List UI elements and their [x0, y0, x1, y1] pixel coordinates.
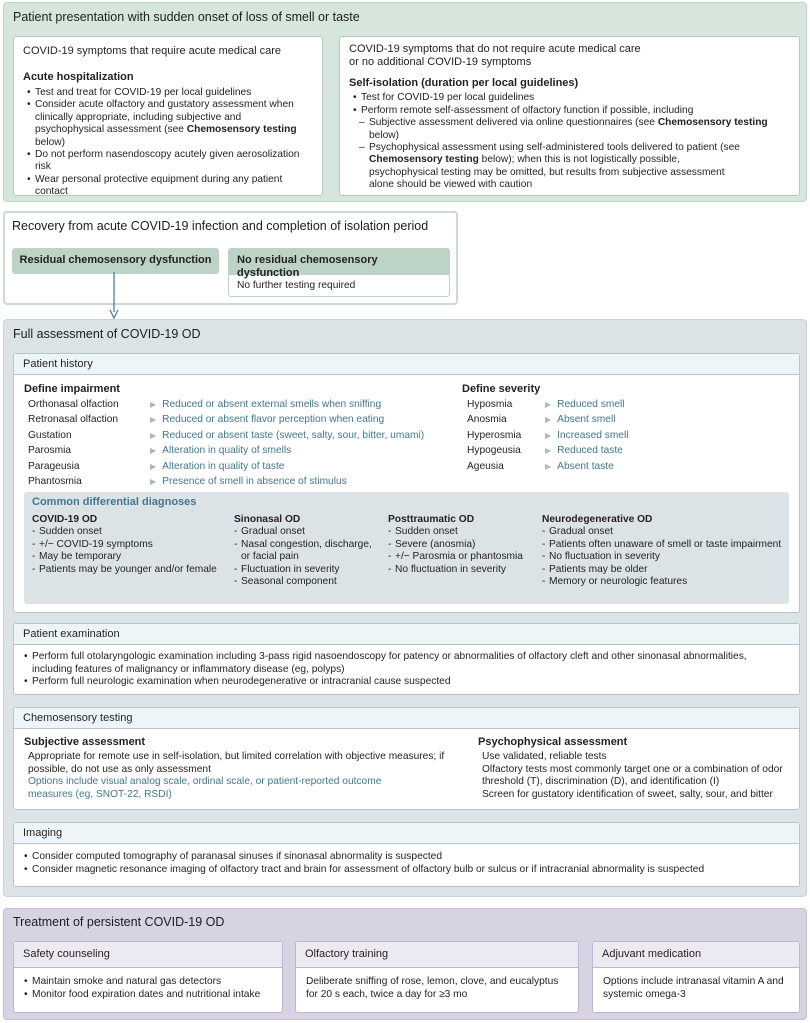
arrow-down-icon [108, 272, 120, 320]
impairment-term: Phantosmia [28, 476, 82, 488]
impairment-definition-text: Presence of smell in absence of stimulus [162, 476, 347, 488]
differential-list [542, 526, 782, 588]
differential-column [388, 514, 533, 576]
list-item: - Severe (anosmia) [388, 539, 533, 551]
severity-definition [539, 445, 667, 457]
imaging-box [13, 822, 800, 887]
list-item: - No fluctuation in severity [542, 551, 782, 563]
arrow-right-icon: ▶ [150, 415, 157, 425]
recovery-section [3, 211, 458, 305]
patient-history-box [13, 353, 800, 613]
list-item: - Gradual onset [542, 526, 782, 538]
severity-table [467, 399, 667, 473]
adjuvant-medication-box [592, 941, 800, 1013]
full-assessment-section [3, 319, 807, 897]
treatment-title: Treatment of persistent COVID-19 OD [13, 915, 225, 929]
severity-definition-text: Reduced smell [557, 399, 625, 410]
list-item: - Patients often unaware of smell or taste impairment [542, 539, 782, 551]
differential-column [32, 514, 222, 576]
list-item: • Monitor food expiration dates and nutritional intake [24, 989, 273, 1001]
arrow-right-icon: ▶ [545, 400, 552, 409]
list-item: • Test for COVID-19 per local guidelines [353, 92, 790, 104]
no-acute-care-header: COVID-19 symptoms that do not require acute medical care or no additional COVID-19 symptoms [349, 43, 641, 69]
presentation-title: Patient presentation with sudden onset of loss of smell or taste [13, 10, 360, 24]
chemosensory-testing-header: Chemosensory testing [14, 708, 799, 729]
psychophysical-assessment-title: Psychophysical assessment [478, 736, 628, 748]
list-item: - Patients may be older [542, 564, 782, 576]
list-item: - Sudden onset [32, 526, 222, 538]
severity-definition [539, 414, 667, 426]
impairment-term: Parageusia [28, 460, 80, 472]
impairment-definition-text: Alteration in quality of taste [162, 460, 285, 472]
list-item: - Seasonal component [234, 576, 379, 588]
subjective-assessment-title: Subjective assessment [24, 736, 146, 748]
presentation-section [3, 2, 807, 202]
severity-term: Hyperosmia [467, 429, 522, 441]
arrow-right-icon: ▶ [150, 477, 157, 487]
olfactory-training-text: Deliberate sniffing of rose, lemon, clove, and eucalyptus for 20 s each, twice a day for ≥3 mo [306, 976, 559, 1000]
list-item: - May be temporary [32, 551, 222, 563]
severity-term: Hyposmia [467, 399, 513, 410]
differential-list [234, 526, 379, 588]
patient-examination-box [13, 623, 800, 695]
list-item: • Perform full otolaryngologic examination including 3-pass rigid nasoendoscopy for patency or abnormalities of olfactory cleft and other sinonasal abnormalities, including features of malignancy or inflammatory disease (eg, polyps) [24, 651, 790, 676]
differential-title: COVID-19 OD [32, 514, 98, 525]
list-item: • Consider acute olfactory and gustatory assessment when clinically appropriate, including subjective and psychophysical assessment (see Chemosensory testing below) [27, 99, 313, 149]
severity-term: Ageusia [467, 460, 504, 472]
subjective-assessment-text: Appropriate for remote use in self-isolation, but limited correlation with objective measures; if possible, do not use as only assessment [28, 751, 445, 775]
arrow-right-icon: ▶ [150, 400, 157, 409]
no-residual-header: No residual chemosensory dysfunction [229, 249, 449, 275]
impairment-term: Gustation [28, 429, 72, 441]
list-item: • Perform remote self-assessment of olfactory function if possible, including [353, 105, 790, 117]
arrow-right-icon: ▶ [545, 461, 552, 471]
list-item: • Maintain smoke and natural gas detectors [24, 976, 273, 988]
list-item: - No fluctuation in severity [388, 564, 533, 576]
patient-examination-header: Patient examination [14, 624, 799, 645]
psychophysical-item: Use validated, reliable tests [482, 751, 607, 763]
severity-term: Hypogeusia [467, 445, 521, 457]
differential-column [234, 514, 379, 589]
self-isolation-title: Self-isolation (duration per local guidelines) [349, 76, 579, 89]
list-item: - Fluctuation in severity [234, 564, 379, 576]
list-item: - Patients may be younger and/or female [32, 564, 222, 576]
subjective-options: Options include visual analog scale, ordinal scale, or patient-reported outcome measures (eg, SNOT-22, RSDI) [28, 776, 382, 800]
severity-term: Anosmia [467, 414, 507, 426]
differential-list [388, 526, 533, 576]
olfactory-training-box [295, 941, 579, 1013]
differential-title: Neurodegenerative OD [542, 514, 653, 525]
safety-counseling-box [13, 941, 283, 1013]
residual-dysfunction-pill: Residual chemosensory dysfunction [12, 248, 219, 274]
chemosensory-testing-box [13, 707, 800, 810]
list-item: • Do not perform nasendoscopy acutely given aerosolization risk [27, 149, 313, 174]
acute-care-header: COVID-19 symptoms that require acute medical care [23, 45, 281, 57]
impairment-definition-text: Reduced or absent flavor perception when eating [162, 414, 385, 426]
differential-title: Sinonasal OD [234, 514, 301, 525]
severity-definition-text: Absent smell [557, 414, 616, 426]
acute-care-box [13, 36, 323, 196]
imaging-header: Imaging [14, 823, 799, 844]
list-item: - +/− COVID-19 symptoms [32, 539, 222, 551]
list-item: – Subjective assessment delivered via online questionnaires (see Chemosensory testing below) [353, 117, 790, 142]
safety-counseling-header: Safety counseling [14, 942, 282, 968]
list-item: – Psychophysical assessment using self-administered tools delivered to patient (see Chemosensory testing below); when this is not logistically possible, psychophysical testing may be omitted, but results from subjective assessment alone should be viewed with caution [353, 142, 790, 192]
severity-definition [539, 430, 667, 442]
impairment-term: Parosmia [28, 445, 72, 457]
arrow-right-icon: ▶ [150, 446, 157, 456]
list-item: • Consider magnetic resonance imaging of olfactory tract and brain for assessment of olfactory bulb or sulcus or if intracranial abnormality is suspected [24, 864, 790, 876]
differential-diagnoses-panel [24, 492, 789, 604]
impairment-definition [144, 445, 448, 457]
list-item: • Test and treat for COVID-19 per local guidelines [27, 87, 313, 99]
list-item: - +/− Parosmia or phantosmia [388, 551, 533, 563]
impairment-term: Retronasal olfaction [28, 414, 119, 426]
no-residual-box [228, 248, 450, 297]
list-item: - Sudden onset [388, 526, 533, 538]
severity-definition-text: Increased smell [557, 429, 629, 441]
arrow-right-icon: ▶ [545, 446, 552, 456]
arrow-right-icon: ▶ [545, 430, 552, 440]
recovery-title: Recovery from acute COVID-19 infection and completion of isolation period [12, 219, 429, 233]
arrow-right-icon: ▶ [150, 461, 157, 471]
arrow-right-icon: ▶ [150, 430, 157, 440]
no-further-testing: No further testing required [237, 280, 356, 291]
severity-definition [539, 461, 667, 473]
arrow-right-icon: ▶ [545, 415, 552, 425]
patient-history-header: Patient history [14, 354, 799, 375]
severity-definition-text: Reduced taste [557, 445, 623, 457]
list-item: - Gradual onset [234, 526, 379, 538]
acute-hospitalization-title: Acute hospitalization [23, 71, 134, 84]
list-item: • Consider computed tomography of paranasal sinuses if sinonasal abnormality is suspected [24, 851, 790, 863]
impairment-definition [144, 476, 448, 488]
no-acute-care-box [339, 36, 800, 196]
psychophysical-item: Olfactory tests most commonly target one or a combination of odor threshold (T), discrimination (D), and identification (I) [482, 763, 783, 788]
impairment-definition [144, 399, 448, 411]
impairment-definition [144, 430, 448, 442]
impairment-definition [144, 461, 448, 473]
list-item: • Wear personal protective equipment during any patient contact [27, 174, 313, 199]
list-item: - Memory or neurologic features [542, 576, 782, 588]
severity-definition-text: Absent taste [557, 460, 614, 472]
treatment-section [3, 908, 807, 1020]
severity-definition [539, 399, 667, 411]
impairment-definition-text: Reduced or absent external smells when sniffing [162, 399, 382, 410]
differential-column [542, 514, 782, 589]
olfactory-training-header: Olfactory training [296, 942, 578, 968]
differential-diagnoses-title: Common differential diagnoses [32, 496, 197, 508]
impairment-table [28, 399, 448, 489]
impairment-term: Orthonasal olfaction [28, 399, 119, 410]
full-assessment-title: Full assessment of COVID-19 OD [13, 327, 201, 341]
adjuvant-medication-header: Adjuvant medication [593, 942, 799, 968]
define-severity-title: Define severity [462, 383, 541, 395]
list-item: • Perform full neurologic examination when neurodegenerative or intracranial cause suspected [24, 676, 790, 688]
impairment-definition-text: Alteration in quality of smells [162, 445, 292, 457]
define-impairment-title: Define impairment [24, 383, 120, 395]
differential-list [32, 526, 222, 576]
psychophysical-item: Screen for gustatory identification of sweet, salty, sour, and bitter [482, 788, 773, 800]
impairment-definition [144, 414, 448, 426]
list-item: - Nasal congestion, discharge, or facial pain [234, 539, 379, 564]
impairment-definition-text: Reduced or absent taste (sweet, salty, sour, bitter, umami) [162, 429, 425, 441]
adjuvant-medication-text: Options include intranasal vitamin A and systemic omega-3 [603, 976, 784, 1000]
differential-title: Posttraumatic OD [388, 514, 475, 525]
